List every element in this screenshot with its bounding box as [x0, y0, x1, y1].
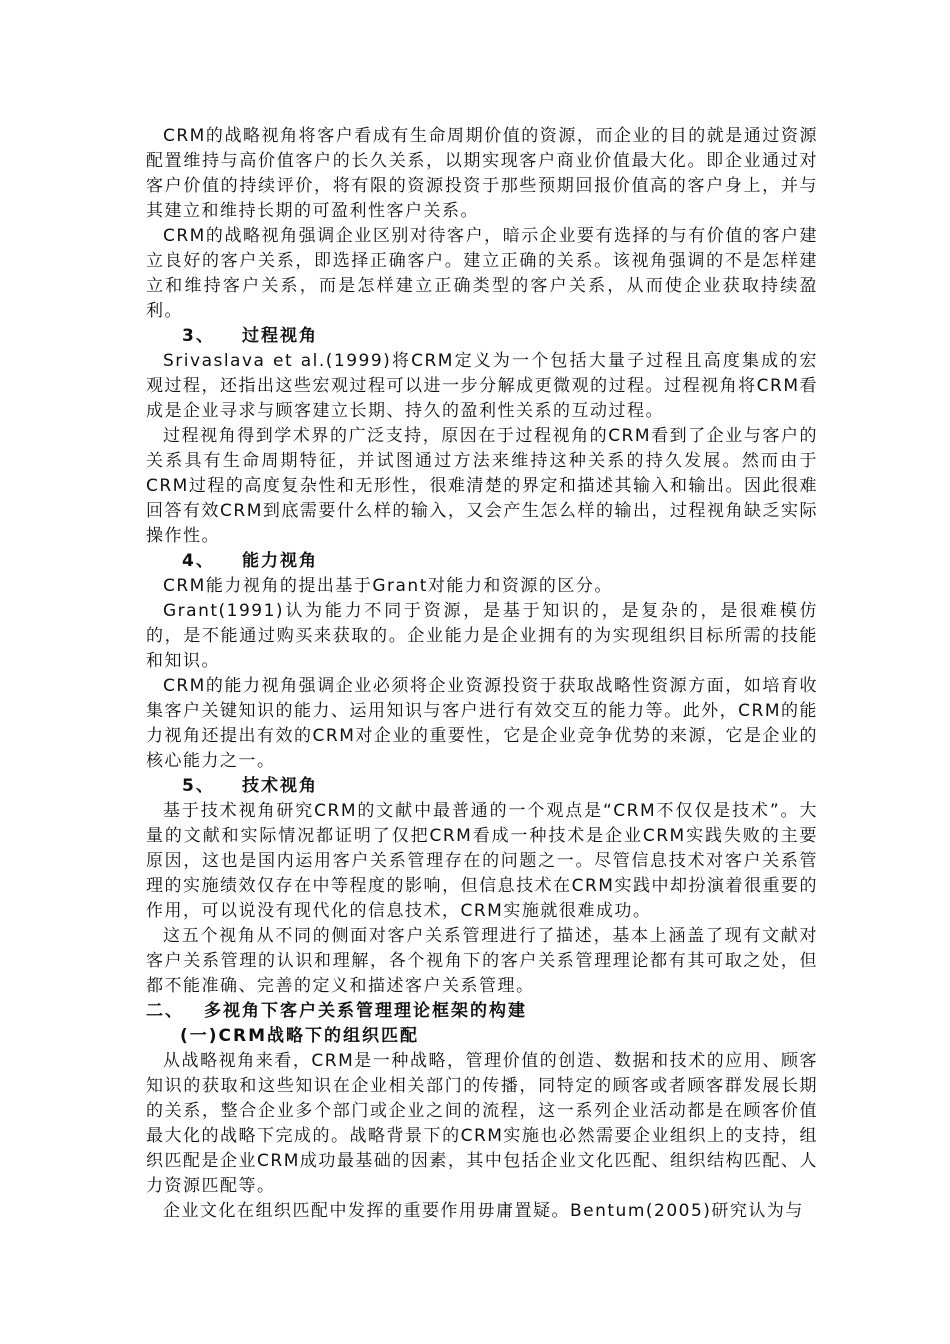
paragraph: 这五个视角从不同的侧面对客户关系管理进行了描述，基本上涵盖了现有文献对客户关系管理的认识和理解，各个视角下的客户关系管理理论都有其可取之处，但都不能准确、完善的定义和描述客户关系管理。 — [146, 926, 818, 996]
paragraph: CRM的战略视角强调企业区别对待客户，暗示企业要有选择的与有价值的客户建立良好的客户关系，即选择正确客户。建立正确的关系。该视角强调的不是怎样建立和维持客户关系，而是怎样建立正确类型的客户关系，从而使企业获取持续盈利。 — [146, 226, 818, 321]
paragraph: Grant(1991)认为能力不同于资源，是基于知识的，是复杂的，是很难模仿的，是不能通过购买来获取的。企业能力是企业拥有的为实现组织目标所需的技能和知识。 — [146, 601, 818, 671]
section-title: 多视角下客户关系管理理论框架的构建 — [204, 1001, 527, 1021]
subsection-heading: (一)CRM战略下的组织匹配 — [180, 1026, 420, 1046]
document-body — [146, 124, 818, 1224]
heading-title: 能力视角 — [242, 551, 318, 571]
heading-number: 3、 — [182, 326, 215, 346]
heading-technology-perspective — [146, 774, 818, 799]
paragraph: 从战略视角来看，CRM是一种战略，管理价值的创造、数据和技术的应用、顾客知识的获取和这些知识在企业相关部门的传播，同特定的顾客或者顾客群发展长期的关系，整合企业多个部门或企业之间的流程，这一系列企业活动都是在顾客价值最大化的战略下完成的。战略背景下的CRM实施也必然需要企业组织上的支持，组织匹配是企业CRM成功最基础的因素，其中包括企业文化匹配、组织结构匹配、人力资源匹配等。 — [146, 1051, 818, 1196]
heading-process-perspective — [146, 324, 818, 349]
section-number: 二、 — [146, 1001, 184, 1021]
paragraph: 基于技术视角研究CRM的文献中最普通的一个观点是“CRM不仅仅是技术”。大量的文献和实际情况都证明了仅把CRM看成一种技术是企业CRM实践失败的主要原因，这也是国内运用客户关系管理存在的问题之一。尽管信息技术对客户关系管理的实施绩效仅存在中等程度的影响，但信息技术在CRM实践中却扮演着很重要的作用，可以说没有现代化的信息技术，CRM实施就很难成功。 — [146, 801, 818, 921]
paragraph: Srivaslava et al.(1999)将CRM定义为一个包括大量子过程且高度集成的宏观过程，还指出这些宏观过程可以进一步分解成更微观的过程。过程视角将CRM看成是企业寻求与顾客建立长期、持久的盈利性关系的互动过程。 — [146, 351, 818, 421]
paragraph: 过程视角得到学术界的广泛支持，原因在于过程视角的CRM看到了企业与客户的关系具有生命周期特征，并试图通过方法来维持这种关系的持久发展。然而由于CRM过程的高度复杂性和无形性，很难清楚的界定和描述其输入和输出。因此很难回答有效CRM到底需要什么样的输入，又会产生怎么样的输出，过程视角缺乏实际操作性。 — [146, 426, 818, 546]
paragraph: CRM的战略视角将客户看成有生命周期价值的资源，而企业的目的就是通过资源配置维持与高价值客户的长久关系，以期实现客户商业价值最大化。即企业通过对客户价值的持续评价，将有限的资源投资于那些预期回报价值高的客户身上，并与其建立和维持长期的可盈利性客户关系。 — [146, 126, 818, 221]
heading-capability-perspective — [146, 549, 818, 574]
paragraph: CRM能力视角的提出基于Grant对能力和资源的区分。 — [163, 576, 613, 596]
heading-number: 4、 — [182, 551, 215, 571]
heading-number: 5、 — [182, 776, 215, 796]
paragraph: 企业文化在组织匹配中发挥的重要作用毋庸置疑。Bentum(2005)研究认为与 — [163, 1201, 804, 1221]
paragraph: CRM的能力视角强调企业必须将企业资源投资于获取战略性资源方面，如培育收集客户关键知识的能力、运用知识与客户进行有效交互的能力等。此外，CRM的能力视角还提出有效的CRM对企业的重要性，它是企业竞争优势的来源，它是企业的核心能力之一。 — [146, 676, 818, 771]
section-heading — [146, 999, 818, 1024]
heading-title: 过程视角 — [242, 326, 318, 346]
heading-title: 技术视角 — [242, 776, 318, 796]
